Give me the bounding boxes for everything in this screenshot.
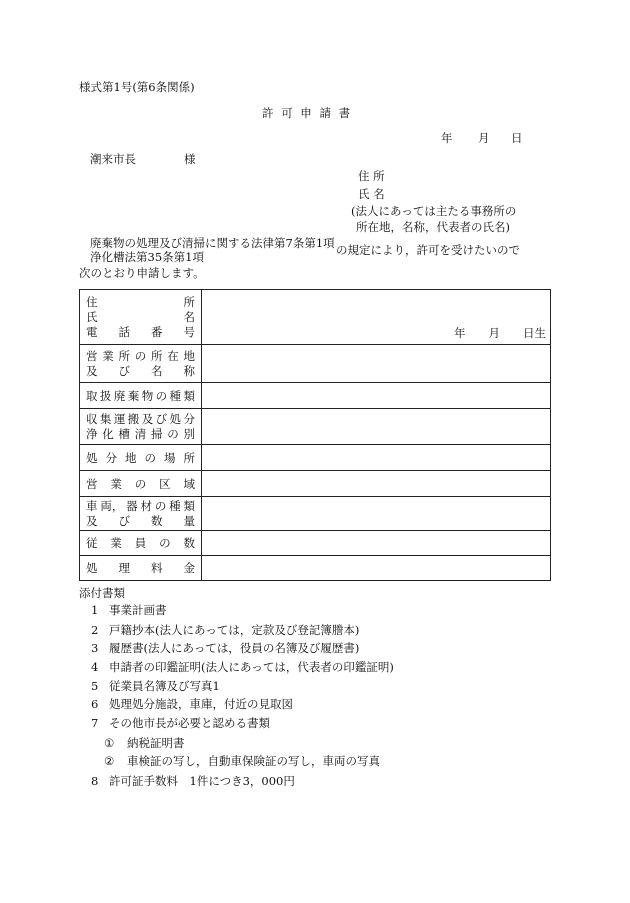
attachment-text: その他市長が必要と認める書類	[109, 716, 270, 730]
label-char: 処	[86, 561, 98, 575]
row-label-line	[80, 388, 201, 403]
value-cell-employees[interactable]	[202, 531, 551, 556]
label-char: 業	[110, 476, 122, 491]
label-char: 場	[164, 450, 176, 465]
row-label-line	[80, 514, 201, 529]
label-row6	[80, 476, 201, 491]
label-char: 棄	[127, 388, 140, 403]
label-char: 号	[183, 325, 195, 339]
attachment-text: 申請者の印鑑証明(法人にあっては，代表者の印鑑証明)	[109, 660, 394, 674]
label-cell	[80, 471, 202, 497]
label-row7	[80, 499, 201, 529]
document-title: 許 可 申 請 書	[262, 106, 353, 120]
row-label-line	[80, 310, 201, 325]
label-char: の	[167, 427, 179, 441]
label-char: 称	[183, 364, 195, 378]
attachment-number: 3	[91, 641, 99, 655]
applicant-address-label: 住 所	[358, 169, 385, 183]
label-char: 所	[183, 450, 195, 465]
label-char: の	[134, 349, 147, 363]
attachment-text: 履歴書(法人にあっては，役員の名簿及び履歴書)	[109, 641, 360, 655]
row-business-area	[80, 471, 551, 497]
label-char: 運	[113, 412, 126, 426]
applicant-note-line1: (法人にあっては主たる事務所の	[351, 204, 517, 218]
label-char: 話	[118, 325, 130, 339]
row-label-line	[80, 325, 201, 340]
applicant-name-label: 氏 名	[358, 187, 385, 201]
birth-date-label: 年 月 日生	[454, 325, 546, 340]
label-row9	[80, 561, 201, 576]
label-cell	[80, 556, 202, 581]
application-table	[79, 289, 551, 581]
attachment-number: 5	[91, 679, 99, 693]
attachment-number: ②	[104, 754, 115, 768]
label-char: 名	[183, 310, 195, 324]
attachment-text: 従業員名簿及び写真1	[109, 679, 220, 693]
label-row4	[80, 412, 201, 442]
label-char: 処	[169, 412, 182, 426]
label-char: 両，	[100, 499, 124, 513]
label-char: 掃	[151, 427, 163, 441]
attachments-heading: 添付書類	[79, 586, 125, 600]
label-row3	[80, 388, 201, 403]
value-cell-business-area[interactable]	[202, 471, 551, 497]
label-char: 理	[118, 561, 130, 575]
label-char: 収	[86, 412, 98, 426]
label-char: 及	[86, 514, 98, 528]
value-cell-disposal-site[interactable]	[202, 445, 551, 471]
label-char: 地	[183, 349, 195, 363]
label-char: 分	[105, 450, 117, 465]
label-cell	[80, 409, 202, 445]
label-char: 廃	[113, 388, 126, 403]
label-char: 従	[86, 536, 98, 550]
label-char: 業	[110, 536, 122, 550]
row-label-line	[80, 536, 201, 551]
row-label-line	[80, 412, 201, 427]
row-business-category	[80, 409, 551, 445]
row-label-line	[80, 450, 201, 465]
label-char: 所	[151, 349, 163, 363]
row-address-name-phone	[80, 290, 551, 345]
label-cell	[80, 383, 202, 409]
label-char: 分	[183, 412, 195, 426]
value-cell-office[interactable]	[202, 345, 551, 383]
row-vehicles	[80, 497, 551, 531]
attachment-text: 処理処分施設，車庫，付近の見取図	[109, 697, 293, 711]
row-fees	[80, 556, 551, 581]
label-char: 取	[86, 388, 98, 403]
attachment-number: 8	[91, 774, 99, 788]
label-char: の	[144, 450, 156, 465]
attachment-number: 4	[91, 660, 99, 674]
label-char: 料	[151, 561, 163, 575]
label-char: 域	[183, 476, 195, 491]
intro-line-2: 次のとおり申請します。	[79, 266, 205, 280]
attachment-number: 6	[91, 697, 99, 711]
label-char: 員	[134, 536, 147, 550]
value-cell-business-category[interactable]	[202, 409, 551, 445]
label-char: び	[118, 514, 130, 528]
attachment-number: 2	[91, 623, 99, 637]
label-char: 車	[86, 499, 98, 513]
label-char: 種	[169, 388, 182, 403]
label-char: 及	[141, 412, 154, 426]
label-char: 所	[183, 295, 195, 309]
label-char: 数	[151, 514, 163, 528]
label-char: 種	[169, 499, 181, 513]
label-char: 所	[118, 349, 130, 363]
row-label-line	[80, 349, 201, 364]
label-char: 扱	[99, 388, 112, 403]
label-char: の	[155, 388, 168, 403]
label-char: 別	[183, 427, 195, 441]
row-label-line	[80, 476, 201, 491]
attachment-text: 事業計画書	[109, 603, 167, 617]
applicant-note-line2: 所在地，名称，代表者の氏名)	[356, 220, 510, 234]
attachment-text: 許可証手数料 1件につき3，000円	[109, 774, 295, 788]
label-char: 住	[86, 295, 98, 309]
label-row5	[80, 450, 201, 465]
value-cell-fees[interactable]	[202, 556, 551, 581]
label-cell	[80, 345, 202, 383]
label-char: 電	[86, 325, 98, 339]
intro-law-1: 廃棄物の処理及び清掃に関する法律第7条第1項	[90, 236, 335, 250]
row-office-location	[80, 345, 551, 383]
attachment-number: 7	[91, 716, 99, 730]
row-label-line	[80, 427, 201, 442]
form-number: 様式第1号(第6条関係)	[79, 80, 195, 94]
label-char: 浄	[86, 427, 98, 441]
label-char: の	[154, 499, 167, 513]
date-day: 日	[511, 131, 523, 145]
label-char: 番	[151, 325, 163, 339]
row-label-line	[80, 295, 201, 310]
value-cell-waste-type[interactable]	[202, 383, 551, 409]
label-cell	[80, 290, 202, 345]
row-employees	[80, 531, 551, 556]
date-month: 月	[478, 131, 490, 145]
label-char: 処	[86, 450, 98, 465]
attachment-number: ①	[104, 736, 115, 750]
label-char: 類	[183, 388, 195, 403]
label-char: 物	[141, 388, 154, 403]
row-label-line	[80, 499, 201, 514]
label-row8	[80, 536, 201, 551]
attachment-number: 1	[91, 603, 99, 617]
attachment-text: 車検証の写し，自動車保険証の写し，車両の写真	[127, 754, 380, 768]
row-label-line	[80, 364, 201, 379]
label-char: 類	[183, 499, 195, 513]
attachment-text: 納税証明書	[127, 736, 185, 750]
label-char: の	[159, 536, 171, 550]
value-cell-vehicles[interactable]	[202, 497, 551, 531]
row-label-line	[80, 561, 201, 576]
label-cell	[80, 531, 202, 556]
label-char: 及	[86, 364, 98, 378]
label-char: 業	[102, 349, 114, 363]
label-char: 金	[183, 561, 195, 575]
label-row1	[80, 295, 201, 340]
label-char: 清	[134, 427, 147, 441]
label-char: び	[118, 364, 130, 378]
addressee-name: 潮来市長	[90, 152, 136, 166]
intro-law-2: 浄化槽法第35条第1項	[90, 250, 204, 264]
label-char: 地	[125, 450, 137, 465]
label-char: の	[134, 476, 147, 491]
label-char: 在	[167, 349, 179, 363]
label-char: 名	[151, 364, 163, 378]
label-char: 区	[159, 476, 171, 491]
label-cell	[80, 445, 202, 471]
label-char: 器	[126, 499, 138, 513]
date-year: 年	[441, 131, 453, 145]
intro-tail: の規定により，許可を受けたいので	[336, 243, 520, 257]
addressee-honorific: 様	[184, 152, 196, 166]
label-char: 材	[140, 499, 152, 513]
label-char: 集	[99, 412, 112, 426]
label-char: 量	[183, 514, 195, 528]
label-row2	[80, 349, 201, 379]
label-char: 氏	[86, 310, 98, 324]
label-char: 搬	[127, 412, 140, 426]
row-disposal-site	[80, 445, 551, 471]
label-char: 数	[183, 536, 195, 550]
label-char: び	[155, 412, 168, 426]
label-char: 営	[86, 349, 98, 363]
label-cell	[80, 497, 202, 531]
attachment-text: 戸籍抄本(法人にあっては，定款及び登記簿謄本)	[109, 623, 360, 637]
label-char: 槽	[118, 427, 130, 441]
label-char: 化	[102, 427, 114, 441]
value-cell-applicant[interactable]	[202, 290, 551, 345]
label-char: 営	[86, 476, 98, 491]
row-waste-type	[80, 383, 551, 409]
